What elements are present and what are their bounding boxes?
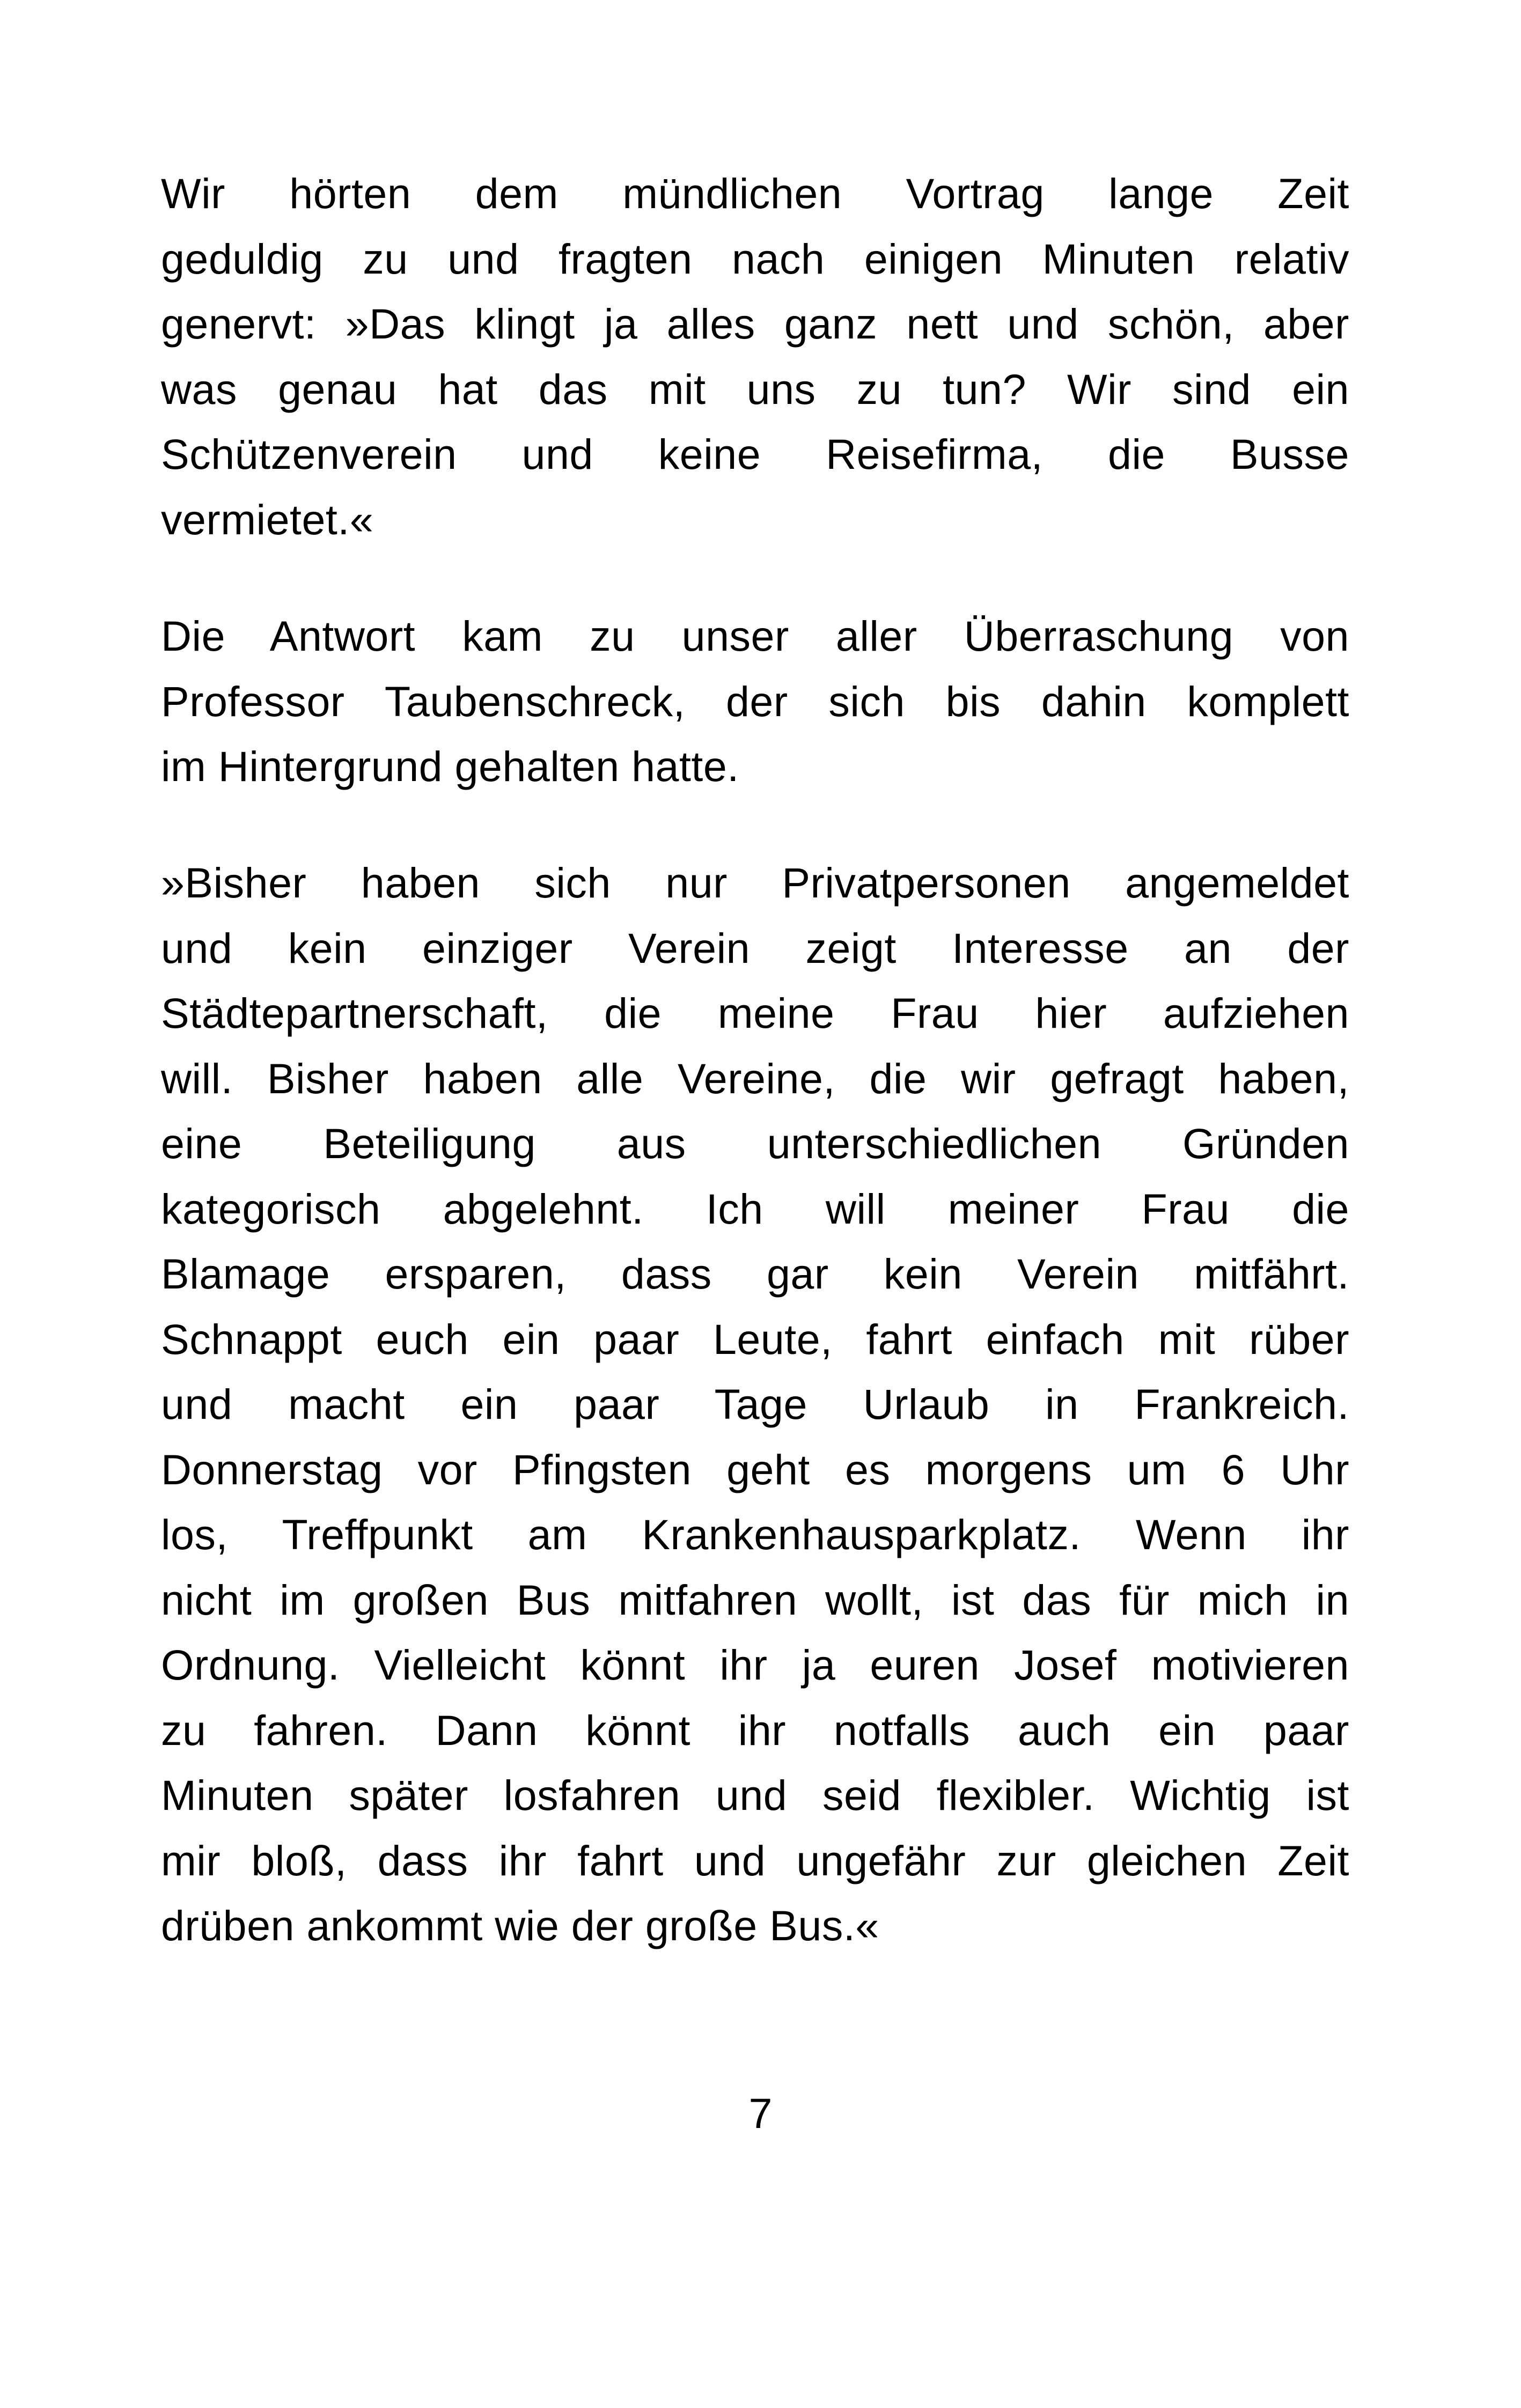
paragraph-line: »Bisher haben sich nur Privatpersonen angemeldet — [161, 859, 1349, 907]
paragraph-line: im Hintergrund gehalten hatte. — [161, 742, 739, 790]
paragraph-line: Ordnung. Vielleicht könnt ihr ja euren Josef motivieren — [161, 1641, 1349, 1689]
paragraph-2 — [161, 603, 1349, 799]
paragraph-line: Schützenverein und keine Reisefirma, die Busse — [161, 430, 1349, 478]
paragraph-line: und macht ein paar Tage Urlaub in Frankreich. — [161, 1380, 1349, 1428]
paragraph-line: und kein einziger Verein zeigt Interesse an der — [161, 924, 1349, 972]
paragraph-line: los, Treffpunkt am Krankenhausparkplatz. Wenn ihr — [161, 1511, 1349, 1558]
paragraph-line: geduldig zu und fragten nach einigen Minuten relativ — [161, 234, 1349, 283]
paragraph-line: vermietet.« — [161, 495, 374, 543]
paragraph-1 — [161, 161, 1349, 552]
paragraph-line: zu fahren. Dann könnt ihr notfalls auch ein paar — [161, 1706, 1349, 1754]
paragraph-line: nicht im großen Bus mitfahren wollt, ist das für mich in — [161, 1575, 1349, 1624]
paragraph-line: Blamage ersparen, dass gar kein Verein mitfährt. — [161, 1250, 1349, 1298]
paragraph-line: eine Beteiligung aus unterschiedlichen Gründen — [161, 1120, 1349, 1167]
paragraph-line: kategorisch abgelehnt. Ich will meiner Frau die — [161, 1184, 1349, 1233]
paragraph-line: drüben ankommt wie der große Bus.« — [161, 1902, 879, 1949]
paragraph-line: Städtepartnerschaft, die meine Frau hier aufziehen — [161, 989, 1349, 1037]
paragraph-line: Minuten später losfahren und seid flexibler. Wichtig ist — [161, 1771, 1349, 1819]
paragraph-line: Wir hörten dem mündlichen Vortrag lange Zeit — [161, 170, 1349, 217]
paragraph-line: will. Bisher haben alle Vereine, die wir gefragt haben, — [161, 1054, 1349, 1102]
paragraph-line: mir bloß, dass ihr fahrt und ungefähr zur gleichen Zeit — [161, 1836, 1349, 1884]
paragraph-line: genervt: »Das klingt ja alles ganz nett und schön, aber — [161, 300, 1349, 348]
paragraph-line: Donnerstag vor Pfingsten geht es morgens um 6 Uhr — [161, 1445, 1349, 1493]
paragraph-line: Die Antwort kam zu unser aller Überraschung von — [161, 612, 1349, 660]
page-number: 7 — [748, 2089, 773, 2137]
paragraph-line: Professor Taubenschreck, der sich bis dahin komplett — [161, 677, 1349, 725]
paragraph-line: Schnappt euch ein paar Leute, fahrt einfach mit rüber — [161, 1315, 1349, 1363]
paragraph-3 — [161, 850, 1349, 1958]
paragraph-line: was genau hat das mit uns zu tun? Wir sind ein — [161, 365, 1349, 413]
